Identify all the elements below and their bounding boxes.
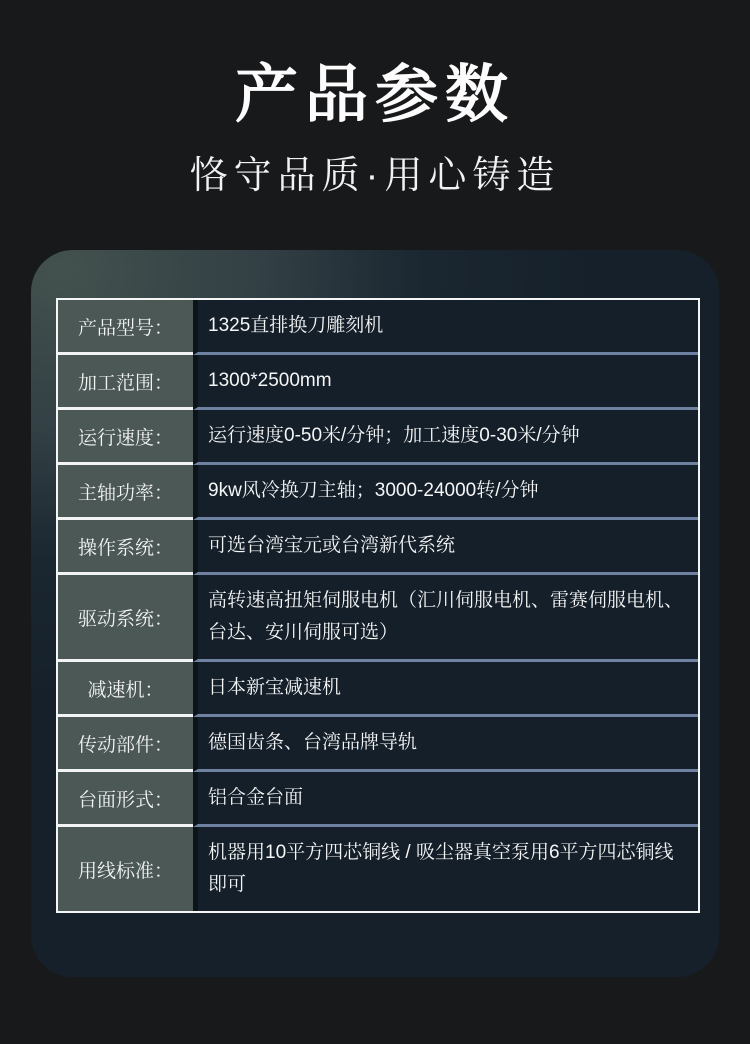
spec-label: 主轴功率： (58, 465, 193, 520)
page-subtitle: 恪守品质·用心铸造 (189, 155, 561, 198)
spec-row (58, 575, 698, 662)
spec-label: 用线标准： (58, 827, 193, 911)
spec-label: 减速机： (58, 662, 193, 717)
spec-row (58, 410, 698, 465)
page-title: 产品参数 (235, 60, 515, 130)
spec-value: 1325直排换刀雕刻机 (193, 300, 698, 355)
spec-value: 1300*2500mm (193, 355, 698, 410)
spec-value: 可选台湾宝元或台湾新代系统 (193, 520, 698, 575)
spec-row (58, 717, 698, 772)
spec-label: 加工范围： (58, 355, 193, 410)
spec-label: 台面形式： (58, 772, 193, 827)
spec-label: 操作系统： (58, 520, 193, 575)
spec-label: 运行速度： (58, 410, 193, 465)
spec-value: 德国齿条、台湾品牌导轨 (193, 717, 698, 772)
spec-value: 9kw风冷换刀主轴；3000-24000转/分钟 (193, 465, 698, 520)
spec-label: 产品型号： (58, 300, 193, 355)
spec-row (58, 662, 698, 717)
spec-row (58, 465, 698, 520)
spec-row (58, 355, 698, 410)
spec-value: 机器用10平方四芯铜线 / 吸尘器真空泵用6平方四芯铜线即可 (193, 827, 698, 911)
spec-panel (31, 250, 719, 977)
spec-label: 传动部件： (58, 717, 193, 772)
spec-value: 高转速高扭矩伺服电机（汇川伺服电机、雷赛伺服电机、台达、安川伺服可选） (193, 575, 698, 662)
spec-row (58, 772, 698, 827)
spec-value: 日本新宝减速机 (193, 662, 698, 717)
spec-value: 运行速度0-50米/分钟；加工速度0-30米/分钟 (193, 410, 698, 465)
spec-row (58, 827, 698, 911)
page-header (0, 0, 750, 197)
spec-row (58, 300, 698, 355)
spec-value: 铝合金台面 (193, 772, 698, 827)
spec-row (58, 520, 698, 575)
spec-label: 驱动系统： (58, 575, 193, 662)
spec-table (56, 298, 700, 913)
